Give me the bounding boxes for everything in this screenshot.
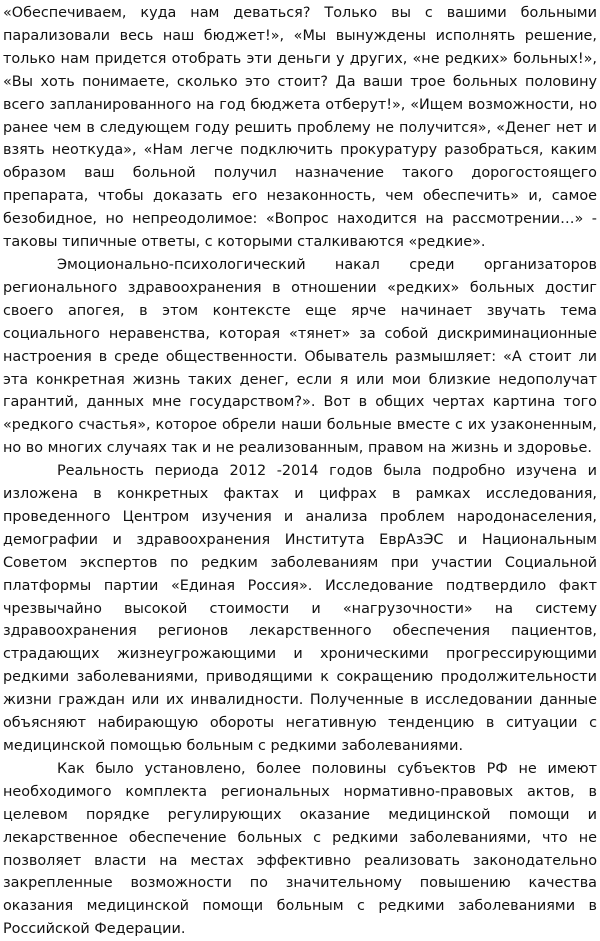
paragraph-2: Эмоционально-психологический накал среди организаторов регионального здравоохранения в отношении «редких» больных достиг своего апогея, в этом контексте еще ярче начинает звучать тема социального неравенства, которая «тянет» за собой дискриминационные настроения в среде общественности. Обыватель размышляет: «А стоит ли эта конкретная жизнь таких денег, если я или мои близкие недополучат гарантий, данных мне государством?». Вот в общих чертах картина того «редкого счастья», которое обрели наши больные вместе с их узаконенным, но во многих случаях так и не реализованным, правом на жизнь и здоровье.: [3, 256, 597, 457]
paragraph-4: Как было установлено, более половины субъектов РФ не имеют необходимого комплекта региональных нормативно-правовых актов, в целевом порядке регулирующих оказание медицинской помощи и лекарственное обеспечение больных с редкими заболеваниями, что не позволяет власти на местах эффективно реализовать законодательно закрепленные возможности по значительному повышению качества оказания медицинской помощи больным с редкими заболеваниями в Российской Федерации.: [3, 760, 597, 938]
paragraph-1: «Обеспечиваем, куда нам деваться? Только вы с вашими больными парализовали весь наш бюджет!», «Мы вынуждены исполнять решение, только нам придется отобрать эти деньги у других, «не редких» больных!», «Вы хоть понимаете, сколько это стоит? Да ваши трое больных половину всего запланированного на год бюджета отберут!», «Ищем возможности, но ранее чем в следующем году решить проблему не получится», «Денег нет и взять неоткуда», «Нам легче подключить прокуратуру разобраться, каким образом ваш больной получил назначение такого дорогостоящего препарата, чтобы доказать его незаконность, чем обеспечить» и, самое безобидное, но непреодолимое: «Вопрос находится на рассмотрении…» - таковы типичные ответы, с которыми сталкиваются «редкие».: [3, 5, 597, 251]
paragraph-3: Реальность периода 2012 -2014 годов была подробно изучена и изложена в конкретных фактах и цифрах в рамках исследования, проведенного Центром изучения и анализа проблем народонаселения, демографии и здравоохранения Института ЕврАзЭС и Национальным Советом экспертов по редким заболеваниям при участии Социальной платформы партии «Единая Россия». Исследование подтвердило факт чрезвычайно высокой стоимости и «нагрузочности» на систему здравоохранения регионов лекарственного обеспечения пациентов, страдающих жизнеугрожающими и хроническими прогрессирующими редкими заболеваниями, приводящими к сокращению продолжительности жизни граждан или их инвалидности. Полученные в исследовании данные объясняют набирающую обороты негативную тенденцию в ситуации с медицинской помощью больным с редкими заболеваниями.: [3, 463, 597, 754]
